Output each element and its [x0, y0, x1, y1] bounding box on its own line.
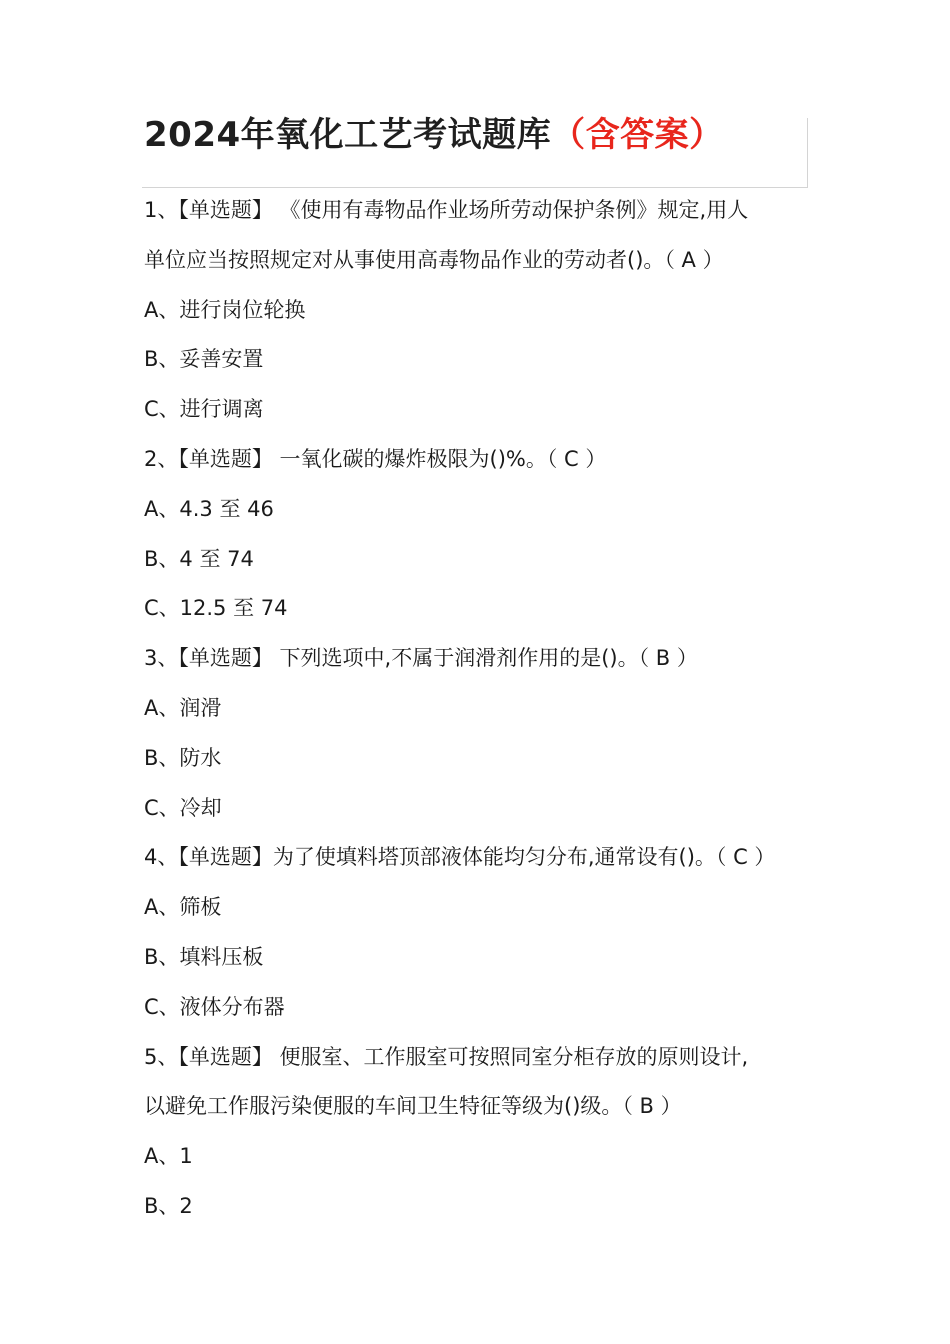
question-5-line-1: 5、【单选题】 便服室、工作服室可按照同室分柜存放的原则设计, [144, 1044, 749, 1069]
question-1-option-a: A、进行岗位轮换 [144, 297, 306, 322]
title-main: 2024年氧化工艺考试题库 [144, 115, 552, 155]
question-2-option-c: C、12.5 至 74 [144, 596, 288, 621]
question-5-line-2: 以避免工作服污染便服的车间卫生特征等级为()级。（ B ） [144, 1094, 682, 1119]
question-list [144, 186, 814, 1232]
title-box [142, 115, 808, 188]
document-title [144, 115, 724, 155]
question-1-option-b: B、妥善安置 [144, 347, 264, 372]
question-1-option-c: C、进行调离 [144, 397, 264, 422]
question-3-option-c: C、冷却 [144, 795, 222, 820]
question-5-option-b: B、2 [144, 1193, 193, 1218]
question-3-option-a: A、润滑 [144, 695, 222, 720]
question-4-line-1: 4、【单选题】为了使填料塔顶部液体能均匀分布,通常设有()。（ C ） [144, 845, 776, 870]
question-4-option-b: B、填料压板 [144, 944, 264, 969]
question-3-line-1: 3、【单选题】 下列选项中,不属于润滑剂作用的是()。（ B ） [144, 646, 698, 671]
title-accent: （含答案） [551, 115, 724, 155]
question-1-line-1: 1、【单选题】 《使用有毒物品作业场所劳动保护条例》规定,用人 [144, 198, 749, 222]
question-4-option-a: A、筛板 [144, 895, 222, 920]
question-5-option-a: A、1 [144, 1144, 193, 1169]
question-4-option-c: C、液体分布器 [144, 994, 285, 1019]
question-1-line-2: 单位应当按照规定对从事使用高毒物品作业的劳动者()。（ A ） [144, 247, 724, 272]
question-2-option-b: B、4 至 74 [144, 546, 254, 571]
question-2-line-1: 2、【单选题】 一氧化碳的爆炸极限为()%。（ C ） [144, 446, 607, 471]
question-2-option-a: A、4.3 至 46 [144, 496, 274, 521]
question-3-option-b: B、防水 [144, 745, 222, 770]
